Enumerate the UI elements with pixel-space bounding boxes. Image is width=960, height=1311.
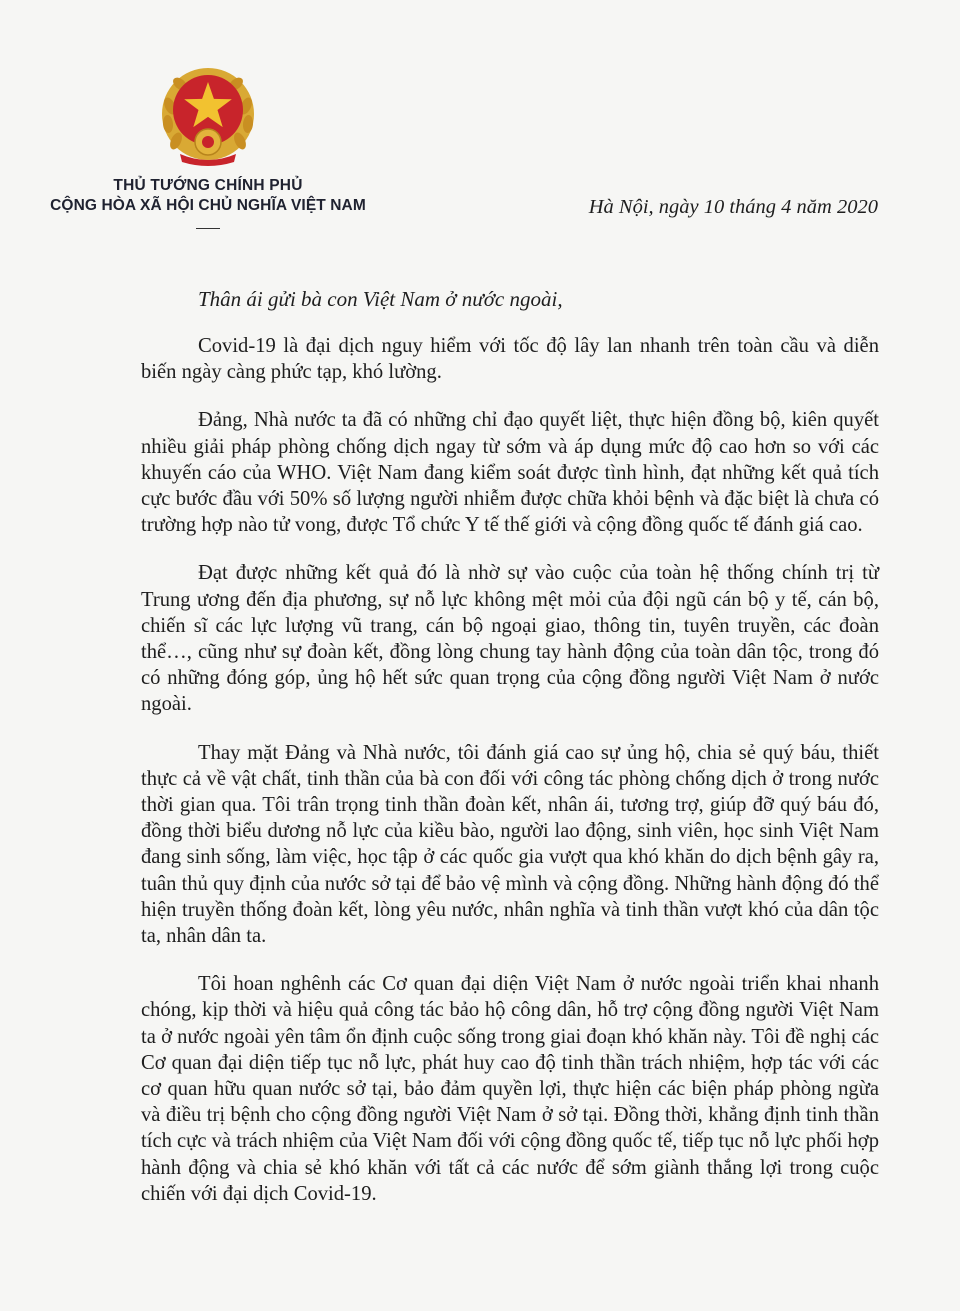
issuer-divider <box>196 228 220 229</box>
paragraph: Covid-19 là đại dịch nguy hiểm với tốc độ lây lan nhanh trên toàn cầu và diễn biến ngày càng phức tạp, khó lường. <box>141 335 879 384</box>
country-name: CỘNG HÒA XÃ HỘI CHỦ NGHĨA VIỆT NAM <box>50 197 366 214</box>
paragraph: Tôi hoan nghênh các Cơ quan đại diện Việt Nam ở nước ngoài triển khai nhanh chóng, kịp thời và hiệu quả công tác bảo hộ công dân, hỗ trợ cộng đồng người Việt Nam ta ở nước ngoài yên tâm ổn định cuộc sống trong giai đoạn khó khăn này. Tôi đề nghị các Cơ quan đại diện tiếp tục nỗ lực, phát huy cao độ tinh thần trách nhiệm, hợp tác với các cơ quan hữu quan nước sở tại, bảo đảm quyền lợi, thực hiện các biện pháp phòng ngừa và điều trị bệnh cho cộng đồng người Việt Nam ở sở tại. Đồng thời, khẳng định tinh thần tích cực và trách nhiệm của Việt Nam đối với cộng đồng quốc tế, tiếp tục nỗ lực phối hợp hành động và chia sẻ khó khăn với tất cả các nước để sớm giành thắng lợi trong cuộc chiến với đại dịch Covid-19. <box>141 973 879 1205</box>
paragraph: Thay mặt Đảng và Nhà nước, tôi đánh giá cao sự ủng hộ, chia sẻ quý báu, thiết thực cả về vật chất, tinh thần của bà con đối với công tác phòng chống dịch ở trong nước thời gian qua. Tôi trân trọng tinh thần đoàn kết, nhân ái, tương trợ, giúp đỡ quý báu đó, đồng thời biểu dương nỗ lực của kiều bào, người lao động, sinh viên, học sinh Việt Nam đang sinh sống, làm việc, học tập ở các quốc gia vượt qua khó khăn do dịch bệnh gây ra, tuân thủ quy định của nước sở tại để bảo vệ mình và cộng đồng. Những hành động đó thể hiện truyền thống đoàn kết, lòng yêu nước, nhân nghĩa và tinh thần vượt khó của dân tộc ta, nhân dân ta. <box>141 741 879 948</box>
paragraph: Đảng, Nhà nước ta đã có những chỉ đạo quyết liệt, thực hiện đồng bộ, kiên quyết nhiều giải pháp phòng chống dịch ngay từ sớm và áp dụng mức độ cao hơn so với các khuyến cáo của WHO. Việt Nam đang kiểm soát được tình hình, đạt những kết quả tích cực bước đầu với 50% số lượng người nhiễm được chữa khỏi bệnh và đặc biệt là chưa có trường hợp nào tử vong, được Tổ chức Y tế thế giới và cộng đồng quốc tế đánh giá cao. <box>141 409 879 537</box>
issuer-block <box>38 176 378 229</box>
paragraph: Đạt được những kết quả đó là nhờ sự vào cuộc của toàn hệ thống chính trị từ Trung ương đến địa phương, sự nỗ lực không mệt mỏi của đội ngũ cán bộ y tế, cán bộ, chiến sĩ các lực lượng vũ trang, cán bộ ngoại giao, thông tin, tuyên truyền, các đoàn thể…, cũng như sự đoàn kết, đồng lòng chung tay hành động của toàn dân tộc, trong đó có những đóng góp, ủng hộ hết sức quan trọng của cộng đồng người Việt Nam ở nước ngoài. <box>141 562 879 716</box>
letter-body <box>141 333 879 1229</box>
national-emblem-icon <box>158 66 258 168</box>
date-place-line: Hà Nội, ngày 10 tháng 4 năm 2020 <box>588 196 878 218</box>
issuer-title: THỦ TƯỚNG CHÍNH PHỦ <box>113 177 303 194</box>
salutation: Thân ái gửi bà con Việt Nam ở nước ngoài, <box>198 287 563 311</box>
